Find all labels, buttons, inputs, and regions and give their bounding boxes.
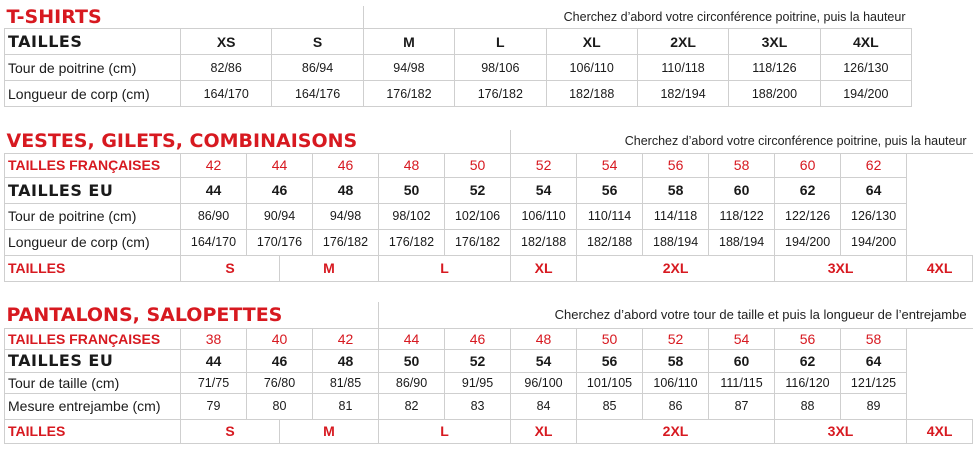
table-cell: 170/176 <box>247 229 313 255</box>
vestes-fr-size: 56 <box>643 153 709 177</box>
table-cell: 81/85 <box>313 372 379 393</box>
pantalons-fr-size: 58 <box>841 328 907 349</box>
table-cell: 91/95 <box>445 372 511 393</box>
vestes-table <box>4 130 973 282</box>
table-cell: 106/110 <box>643 372 709 393</box>
table-cell: 121/125 <box>841 372 907 393</box>
table-cell: 86/90 <box>379 372 445 393</box>
tshirts-table <box>4 6 912 107</box>
vestes-taille: 2XL <box>577 255 775 281</box>
vestes-eu-size: 54 <box>511 177 577 203</box>
table-cell: 94/98 <box>313 203 379 229</box>
pantalons-taille: 4XL <box>907 419 973 443</box>
table-cell: 194/200 <box>841 229 907 255</box>
table-cell: 118/122 <box>709 203 775 229</box>
vestes-tailles-label: TAILLES <box>5 255 181 281</box>
vestes-section <box>4 130 967 282</box>
vestes-taille: 4XL <box>907 255 973 281</box>
pantalons-eu-size: 58 <box>643 349 709 372</box>
table-cell: 188/194 <box>643 229 709 255</box>
pantalons-fr-size: 44 <box>379 328 445 349</box>
row-label: Tour de poitrine (cm) <box>5 203 181 229</box>
pantalons-fr-size: 38 <box>181 328 247 349</box>
tshirts-size: M <box>363 29 454 55</box>
vestes-fr-size: 42 <box>181 153 247 177</box>
table-cell: 87 <box>709 393 775 419</box>
table-cell: 122/126 <box>775 203 841 229</box>
row-label: Longueur de corp (cm) <box>5 81 181 107</box>
table-cell: 101/105 <box>577 372 643 393</box>
vestes-eu-size: 58 <box>643 177 709 203</box>
table-cell: 96/100 <box>511 372 577 393</box>
vestes-eu-size: 48 <box>313 177 379 203</box>
pantalons-fr-size: 40 <box>247 328 313 349</box>
table-cell: 98/106 <box>455 55 546 81</box>
table-cell: 126/130 <box>841 203 907 229</box>
pantalons-eu-size: 48 <box>313 349 379 372</box>
vestes-eu-size: 50 <box>379 177 445 203</box>
tshirts-title: T-SHIRTS <box>6 6 102 28</box>
pantalons-hint: Cherchez d’abord votre tour de taille et puis la longueur de l’entrejambe <box>379 302 973 328</box>
table-cell: 111/115 <box>709 372 775 393</box>
vestes-fr-size: 62 <box>841 153 907 177</box>
vestes-title: VESTES, GILETS, COMBINAISONS <box>6 130 358 153</box>
tshirts-size: 4XL <box>820 29 911 55</box>
vestes-eu-size: 52 <box>445 177 511 203</box>
vestes-fr-size: 48 <box>379 153 445 177</box>
pantalons-taille: XL <box>511 419 577 443</box>
row-label: Longueur de corp (cm) <box>5 229 181 255</box>
table-row <box>5 81 912 107</box>
table-cell: 118/126 <box>729 55 820 81</box>
tshirts-section <box>4 6 912 107</box>
table-cell: 164/170 <box>181 229 247 255</box>
vestes-fr-size: 58 <box>709 153 775 177</box>
pantalons-fr-size: 52 <box>643 328 709 349</box>
pantalons-fr-size: 56 <box>775 328 841 349</box>
pantalons-taille: 2XL <box>577 419 775 443</box>
table-cell: 176/182 <box>379 229 445 255</box>
pantalons-eu-size: 62 <box>775 349 841 372</box>
tshirts-size: XS <box>181 29 272 55</box>
pantalons-title: PANTALONS, SALOPETTES <box>6 303 283 326</box>
pantalons-fr-size: 48 <box>511 328 577 349</box>
row-label: Mesure entrejambe (cm) <box>5 393 181 419</box>
vestes-eu-size: 44 <box>181 177 247 203</box>
table-cell: 164/176 <box>272 81 363 107</box>
table-cell: 81 <box>313 393 379 419</box>
vestes-taille: M <box>280 255 379 281</box>
table-cell: 182/194 <box>637 81 728 107</box>
table-cell: 176/182 <box>363 81 454 107</box>
pantalons-eu-size: 52 <box>445 349 511 372</box>
table-cell: 89 <box>841 393 907 419</box>
table-cell: 85 <box>577 393 643 419</box>
vestes-fr-size: 54 <box>577 153 643 177</box>
table-cell: 194/200 <box>775 229 841 255</box>
pantalons-taille: 3XL <box>775 419 907 443</box>
vestes-taille: 3XL <box>775 255 907 281</box>
pantalons-taille: S <box>181 419 280 443</box>
table-cell: 164/170 <box>181 81 272 107</box>
vestes-taille: XL <box>511 255 577 281</box>
table-cell: 82/86 <box>181 55 272 81</box>
table-cell: 84 <box>511 393 577 419</box>
table-row <box>5 393 973 419</box>
vestes-eu-size: 64 <box>841 177 907 203</box>
tshirts-hint: Cherchez d’abord votre circonférence poitrine, puis la hauteur <box>363 6 911 29</box>
pantalons-section <box>4 302 967 444</box>
pantalons-fr-size: 50 <box>577 328 643 349</box>
table-cell: 98/102 <box>379 203 445 229</box>
tshirts-size-label: TAILLES <box>5 29 181 55</box>
tshirts-size: 2XL <box>637 29 728 55</box>
table-cell: 176/182 <box>455 81 546 107</box>
pantalons-tailles-label: TAILLES <box>5 419 181 443</box>
table-cell: 116/120 <box>775 372 841 393</box>
table-cell: 106/110 <box>546 55 637 81</box>
tshirts-size: S <box>272 29 363 55</box>
tshirts-size: L <box>455 29 546 55</box>
vestes-eu-size: 60 <box>709 177 775 203</box>
vestes-eu-size: 46 <box>247 177 313 203</box>
vestes-fr-size: 52 <box>511 153 577 177</box>
tshirts-size: 3XL <box>729 29 820 55</box>
vestes-taille: S <box>181 255 280 281</box>
table-cell: 94/98 <box>363 55 454 81</box>
vestes-eu-label: TAILLES EU <box>5 177 181 203</box>
vestes-fr-size: 60 <box>775 153 841 177</box>
row-label: Tour de taille (cm) <box>5 372 181 393</box>
tshirts-size: XL <box>546 29 637 55</box>
table-cell: 106/110 <box>511 203 577 229</box>
pantalons-eu-size: 60 <box>709 349 775 372</box>
table-cell: 182/188 <box>546 81 637 107</box>
table-cell: 76/80 <box>247 372 313 393</box>
table-cell: 182/188 <box>577 229 643 255</box>
pantalons-eu-size: 56 <box>577 349 643 372</box>
table-cell: 86/90 <box>181 203 247 229</box>
pantalons-eu-size: 54 <box>511 349 577 372</box>
table-row <box>5 55 912 81</box>
vestes-eu-size: 56 <box>577 177 643 203</box>
pantalons-taille: M <box>280 419 379 443</box>
table-cell: 102/106 <box>445 203 511 229</box>
pantalons-eu-size: 46 <box>247 349 313 372</box>
table-row <box>5 203 973 229</box>
table-cell: 82 <box>379 393 445 419</box>
vestes-eu-size: 62 <box>775 177 841 203</box>
pantalons-fr-size: 46 <box>445 328 511 349</box>
table-cell: 79 <box>181 393 247 419</box>
table-cell: 71/75 <box>181 372 247 393</box>
table-cell: 176/182 <box>313 229 379 255</box>
table-cell: 188/194 <box>709 229 775 255</box>
pantalons-eu-size: 50 <box>379 349 445 372</box>
table-row <box>5 229 973 255</box>
table-cell: 80 <box>247 393 313 419</box>
row-label: Tour de poitrine (cm) <box>5 55 181 81</box>
table-cell: 110/114 <box>577 203 643 229</box>
pantalons-fr-label: TAILLES FRANÇAISES <box>5 328 181 349</box>
vestes-hint: Cherchez d’abord votre circonférence poitrine, puis la hauteur <box>511 130 973 153</box>
table-row <box>5 372 973 393</box>
table-cell: 83 <box>445 393 511 419</box>
table-cell: 188/200 <box>729 81 820 107</box>
table-cell: 90/94 <box>247 203 313 229</box>
vestes-fr-size: 46 <box>313 153 379 177</box>
pantalons-taille: L <box>379 419 511 443</box>
pantalons-eu-size: 64 <box>841 349 907 372</box>
pantalons-fr-size: 54 <box>709 328 775 349</box>
table-cell: 86/94 <box>272 55 363 81</box>
table-cell: 114/118 <box>643 203 709 229</box>
table-cell: 110/118 <box>637 55 728 81</box>
vestes-taille: L <box>379 255 511 281</box>
pantalons-eu-label: TAILLES EU <box>5 349 181 372</box>
table-cell: 176/182 <box>445 229 511 255</box>
pantalons-table <box>4 302 973 444</box>
pantalons-eu-size: 44 <box>181 349 247 372</box>
vestes-fr-size: 50 <box>445 153 511 177</box>
vestes-fr-label: TAILLES FRANÇAISES <box>5 153 181 177</box>
table-cell: 182/188 <box>511 229 577 255</box>
table-cell: 194/200 <box>820 81 911 107</box>
table-cell: 88 <box>775 393 841 419</box>
vestes-fr-size: 44 <box>247 153 313 177</box>
pantalons-fr-size: 42 <box>313 328 379 349</box>
table-cell: 86 <box>643 393 709 419</box>
table-cell: 126/130 <box>820 55 911 81</box>
